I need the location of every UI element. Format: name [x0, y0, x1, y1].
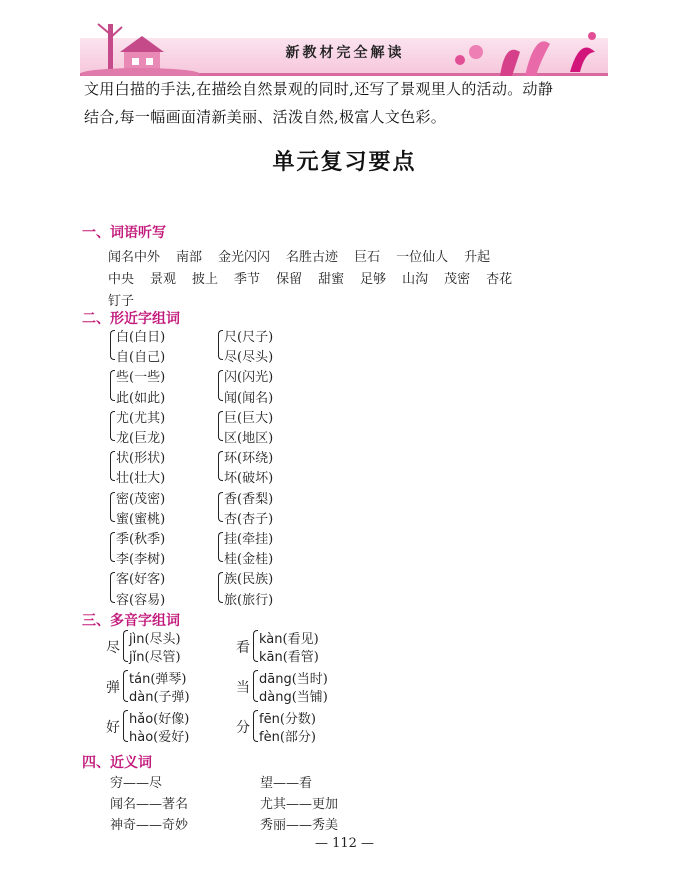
pair-brace: [110, 370, 115, 400]
polyphone-reading: [259, 708, 316, 727]
similar-char-word: 蜜(蜜桃): [116, 511, 166, 527]
vocabulary-word: 升起: [464, 250, 491, 265]
vocabulary-word: 茂密: [444, 272, 471, 287]
example-word: (看管): [282, 650, 319, 665]
pair-brace: [123, 710, 128, 742]
vocabulary-word: 名胜古迹: [286, 250, 339, 265]
vocabulary-word: 山沟: [402, 272, 429, 287]
section-heading-vocabulary: 一、词语听写: [82, 225, 166, 241]
vocabulary-word: 披上: [192, 272, 219, 287]
polyphone-char: 尽: [106, 640, 120, 656]
example-word: (爱好): [153, 730, 190, 745]
section-heading-similar-chars: 二、形近字组词: [82, 311, 180, 327]
vocabulary-word: 金光闪闪: [218, 250, 271, 265]
similar-char-word: 李(李树): [116, 552, 166, 568]
vocabulary-row-1: [108, 246, 506, 265]
vocabulary-word: 保留: [276, 272, 303, 287]
example-word: (当时): [291, 672, 328, 687]
polyphone-reading: [129, 628, 181, 647]
page-number: — 112 —: [314, 836, 375, 851]
vocabulary-word: 巨石: [354, 250, 381, 265]
pair-brace: [253, 710, 258, 742]
header-title: 新教材完全解读: [285, 45, 405, 61]
polyphone-reading: [259, 686, 328, 705]
pinyin: fèn: [259, 730, 280, 745]
polyphone-char: 看: [236, 640, 250, 656]
pair-brace: [218, 492, 223, 522]
similar-char-word: 闻(闻名): [224, 390, 274, 406]
polyphone-char: 当: [236, 680, 250, 696]
example-word: (子弹): [153, 690, 190, 705]
similar-char-word: 龙(巨龙): [116, 431, 166, 446]
pinyin: kān: [259, 650, 283, 665]
polyphone-char: 分: [236, 720, 250, 736]
synonym-pair: 秀丽——秀美: [260, 818, 339, 833]
intro-line-2: 结合,每一幅画面清新美丽、活泼自然,极富人文色彩。: [84, 108, 447, 126]
pinyin: fēn: [259, 712, 280, 727]
polyphone-reading: [129, 726, 189, 745]
example-word: (看见): [282, 632, 319, 647]
pair-brace: [123, 670, 128, 702]
example-word: (分数): [279, 712, 316, 727]
pinyin: dāng: [259, 672, 292, 687]
synonym-pair: 尤其——更加: [260, 797, 339, 812]
polyphone-reading: [129, 646, 181, 665]
similar-char-word: 桂(金桂): [224, 552, 274, 568]
similar-char-word: 状(形状): [116, 451, 166, 467]
section-heading-polyphones: 三、多音字组词: [82, 613, 180, 629]
synonym-pair: 神奇——奇妙: [110, 818, 189, 833]
pair-brace: [110, 330, 115, 360]
similar-char-word: 巨(巨大): [224, 410, 274, 426]
similar-char-word: 尽(尽头): [224, 350, 274, 366]
polyphone-reading: [129, 708, 189, 727]
similar-char-word: 闪(闪光): [224, 370, 274, 386]
pair-brace: [110, 411, 115, 441]
example-word: (部分): [279, 730, 316, 745]
similar-char-word: 挂(牵挂): [224, 532, 274, 547]
vocabulary-word: 一位仙人: [396, 250, 449, 265]
similar-char-word: 杏(杏子): [224, 511, 274, 527]
pair-brace: [218, 330, 223, 360]
vocabulary-word: 甜蜜: [318, 272, 345, 287]
pinyin: dàng: [259, 690, 292, 705]
pair-brace: [218, 451, 223, 481]
polyphone-reading: [259, 668, 328, 687]
polyphone-char: 弹: [106, 680, 120, 696]
example-word: (好像): [153, 712, 190, 727]
vocabulary-row-2: [108, 268, 528, 287]
pair-brace: [110, 572, 115, 602]
polyphone-reading: [259, 726, 316, 745]
similar-char-word: 季(秋季): [116, 532, 166, 547]
similar-char-word: 密(茂密): [116, 491, 166, 507]
similar-char-word: 香(香梨): [224, 491, 274, 507]
example-word: (弹琴): [150, 672, 187, 687]
similar-char-word: 环(环绕): [224, 451, 274, 467]
pinyin: jìn: [129, 632, 145, 647]
vocabulary-word: 杏花: [486, 272, 513, 287]
intro-line-1: 文用白描的手法,在描绘自然景观的同时,还写了景观里人的活动。动静: [84, 80, 554, 98]
pinyin: hǎo: [129, 712, 154, 727]
synonym-pair: 望——看: [260, 776, 313, 791]
similar-char-word: 些(一些): [116, 370, 166, 386]
section-heading-synonyms: 四、近义词: [82, 755, 152, 771]
page-title: 单元复习要点: [272, 149, 417, 175]
similar-char-word: 容(容易): [116, 592, 166, 608]
vocabulary-word: 足够: [360, 272, 387, 287]
similar-char-word: 客(好客): [116, 572, 166, 588]
vocabulary-word: 景观: [150, 272, 177, 287]
pair-brace: [110, 492, 115, 522]
example-word: (尽管): [144, 650, 181, 665]
pair-brace: [218, 411, 223, 441]
vocabulary-word: 中央: [108, 272, 135, 287]
pinyin: dàn: [129, 690, 154, 705]
pair-brace: [218, 532, 223, 562]
vocabulary-word: 南部: [176, 250, 203, 265]
polyphone-reading: [259, 628, 319, 647]
similar-char-word: 尺(尺子): [224, 330, 274, 345]
similar-char-word: 壮(壮大): [116, 471, 166, 487]
similar-char-word: 此(如此): [116, 390, 166, 406]
pinyin: kàn: [259, 632, 283, 647]
pair-brace: [218, 572, 223, 602]
similar-char-word: 尤(尤其): [116, 410, 166, 426]
polyphone-char: 好: [106, 720, 120, 736]
pair-brace: [123, 630, 128, 662]
example-word: (尽头): [144, 632, 181, 647]
similar-char-word: 旅(旅行): [224, 592, 274, 608]
pinyin: hào: [129, 730, 154, 745]
polyphone-reading: [129, 668, 186, 687]
pinyin: tán: [129, 672, 151, 687]
vocabulary-word: 闻名中外: [108, 250, 161, 265]
vocabulary-row-3: [108, 290, 150, 309]
polyphone-reading: [129, 686, 190, 705]
vocabulary-word: 季节: [234, 272, 261, 287]
synonym-pair: 闻名——著名: [110, 797, 189, 812]
pair-brace: [110, 532, 115, 562]
similar-char-word: 区(地区): [224, 431, 274, 446]
similar-char-word: 白(白日): [116, 330, 166, 345]
similar-char-word: 族(民族): [224, 572, 274, 588]
pair-brace: [110, 451, 115, 481]
example-word: (当铺): [291, 690, 328, 705]
vocabulary-word: 钉子: [108, 294, 135, 309]
pair-brace: [253, 670, 258, 702]
synonym-pair: 穷——尽: [110, 776, 163, 791]
pair-brace: [253, 630, 258, 662]
similar-char-word: 坏(破坏): [224, 471, 274, 487]
pair-brace: [218, 370, 223, 400]
similar-char-word: 自(自己): [116, 350, 166, 366]
polyphone-reading: [259, 646, 319, 665]
pinyin: jǐn: [129, 650, 145, 665]
page-header: [80, 22, 608, 76]
